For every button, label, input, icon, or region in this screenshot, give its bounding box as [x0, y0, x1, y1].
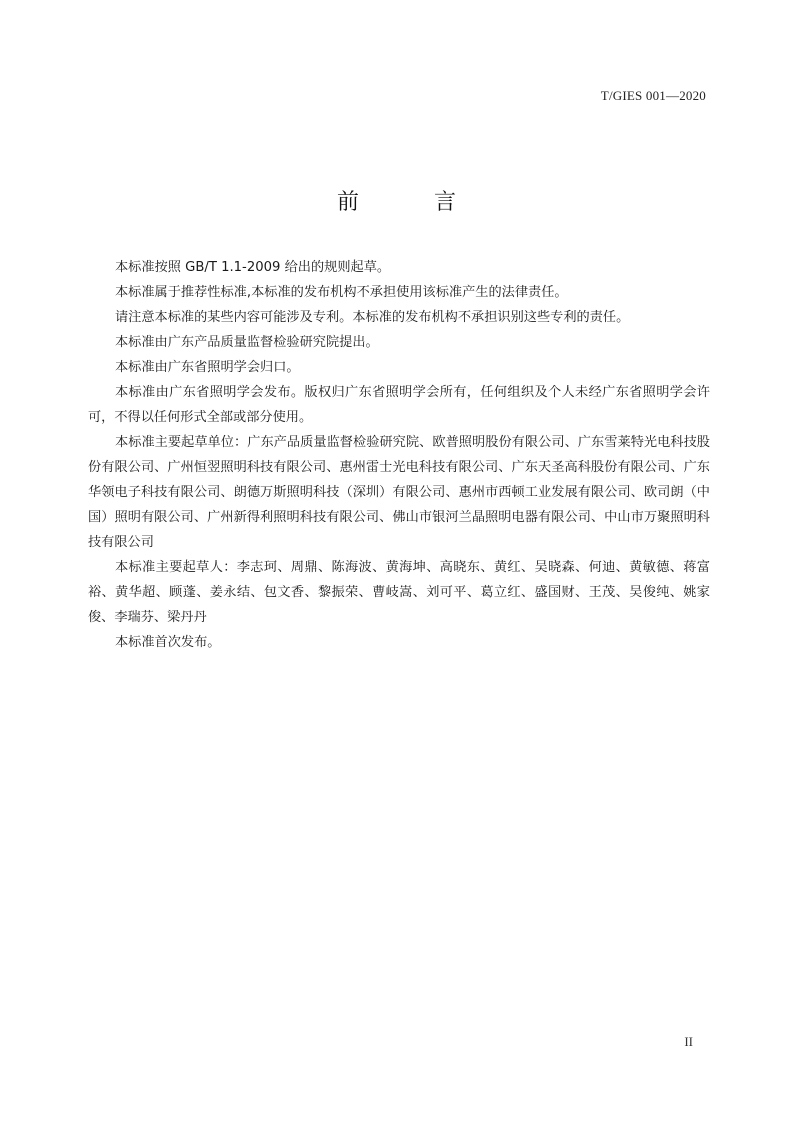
paragraph-proposer: 本标准由广东产品质量监督检验研究院提出。	[115, 335, 379, 350]
paragraph-drafters: 本标准主要起草人：李志珂、周鼎、陈海波、黄海坤、高晓东、黄红、吴晓森、何迪、黄敏德、蒋富裕、黄华超、顾蓬、姜永结、包文香、黎振荣、曹岐嵩、刘可平、葛立红、盛国财、王茂、吴俊纯、姚家俊、李瑞芬、梁丹丹	[88, 560, 710, 625]
paragraph-drafting-units: 本标准主要起草单位：广东产品质量监督检验研究院、欧普照明股份有限公司、广东雪莱特光电科技股份有限公司、广州恒翌照明科技有限公司、惠州雷士光电科技有限公司、广东天圣高科股份有限公司、广东华领电子科技有限公司、朗德万斯照明科技（深圳）有限公司、惠州市西顿工业发展有限公司、欧司朗（中国）照明有限公司、广州新得利照明科技有限公司、佛山市银河兰晶照明电器有限公司、中山市万聚照明科技有限公司	[88, 435, 710, 550]
paragraph-centralized-management: 本标准由广东省照明学会归口。	[115, 360, 300, 375]
page-title: 前 言	[337, 190, 490, 215]
paragraph-publisher-copyright: 本标准由广东省照明学会发布。版权归广东省照明学会所有，任何组织及个人未经广东省照明学会许可，不得以任何形式全部或部分使用。	[88, 385, 710, 425]
paragraph-patent-notice: 请注意本标准的某些内容可能涉及专利。本标准的发布机构不承担识别这些专利的责任。	[115, 310, 630, 325]
standard-code: T/GIES 001—2020	[600, 88, 706, 103]
document-body	[88, 255, 710, 655]
page-number: II	[684, 1034, 693, 1049]
paragraph-drafting-rules: 本标准按照 GB/T 1.1-2009 给出的规则起草。	[115, 260, 391, 275]
paragraph-recommended-standard: 本标准属于推荐性标准,本标准的发布机构不承担使用该标准产生的法律责任。	[115, 285, 568, 300]
paragraph-first-release: 本标准首次发布。	[115, 635, 221, 650]
